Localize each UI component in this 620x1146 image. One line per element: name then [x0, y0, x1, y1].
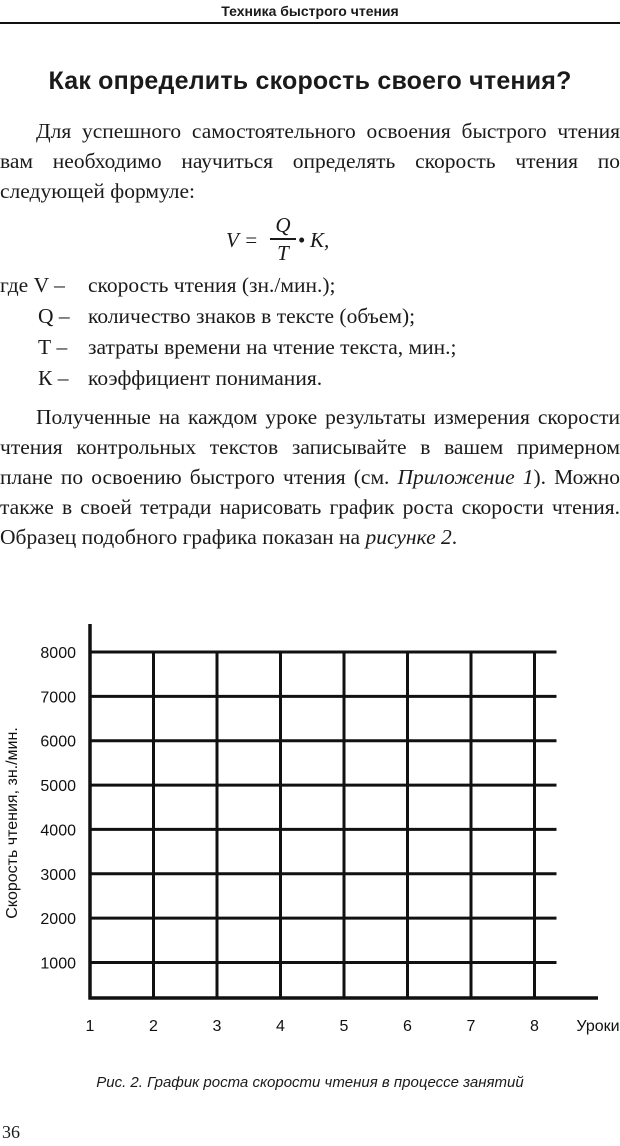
x-tick-label: 1: [85, 1018, 95, 1035]
intro-text: Для успешного самостоятельного освоения быстрого чтения вам необходимо научиться определять скорость чтения по следующей формуле:: [0, 119, 620, 203]
x-tick-label: 2: [149, 1018, 158, 1035]
intro-paragraph: [0, 116, 620, 206]
y-tick-label: 8000: [40, 645, 76, 662]
y-tick-label: 7000: [40, 689, 76, 707]
para2-text-2: ). Можно также в своей тетради нарисовать график роста скорости чтения. Образец подобного графика показан на: [0, 465, 620, 549]
definition-desc: коэффициент понимания.: [88, 366, 323, 390]
definition-term: Т –: [38, 335, 68, 359]
chart-svg: [0, 610, 620, 1050]
definition-term: К –: [38, 366, 69, 390]
para2-text-3: .: [451, 525, 458, 549]
y-tick-label: 6000: [40, 733, 76, 751]
x-tick-label: 7: [466, 1018, 476, 1035]
definition-item: [0, 332, 620, 363]
formula-fraction: [270, 214, 296, 264]
speed-formula: [0, 214, 620, 270]
fraction-bar: [270, 238, 296, 240]
formula-denominator: T: [277, 240, 289, 265]
formula-multiply-dot: •: [298, 228, 306, 252]
y-tick-label: 1000: [40, 955, 76, 973]
definition-item: [0, 301, 620, 332]
formula-k: К,: [310, 228, 330, 252]
section-title: Как определить скорость своего чтения?: [48, 67, 572, 95]
appendix-reference: Приложение 1: [397, 465, 534, 489]
y-tick-label: 5000: [40, 778, 76, 796]
formula-equals: =: [244, 228, 259, 252]
figure-reference: рисунке 2: [365, 525, 452, 549]
x-tick-label: 8: [530, 1018, 539, 1035]
x-axis-label: Уроки: [576, 1018, 620, 1035]
y-tick-label: 2000: [40, 911, 76, 929]
x-tick-label: 5: [339, 1018, 349, 1035]
page-number: 36: [2, 1122, 20, 1142]
definition-term: Q –: [38, 304, 70, 328]
reading-speed-chart: [0, 610, 620, 1050]
formula-numerator: Q: [275, 213, 291, 237]
definition-item: [0, 363, 620, 394]
y-tick-label: 3000: [40, 866, 76, 884]
y-tick-label: 4000: [40, 822, 76, 840]
figure-caption: Рис. 2. График роста скорости чтения в процессе занятий: [96, 1074, 524, 1091]
x-tick-label: 4: [276, 1018, 285, 1035]
x-tick-label: 3: [212, 1018, 222, 1035]
definition-term: где V –: [0, 273, 65, 297]
definition-item: [0, 270, 620, 301]
para2-text-1: Полученные на каждом уроке результаты измерения скорости чтения контрольных текстов записывайте в вашем примерном плане по освоению быстрого чтения (см.: [0, 405, 620, 489]
y-axis-label: Скорость чтения, зн./мин.: [4, 727, 21, 919]
x-tick-label: 6: [403, 1018, 412, 1035]
body-paragraph: [0, 402, 620, 552]
formula-v: V: [226, 228, 239, 252]
definition-list: [0, 270, 620, 394]
definition-desc: затраты времени на чтение текста, мин.;: [88, 335, 457, 359]
definition-desc: количество знаков в тексте (объем);: [88, 304, 416, 328]
running-head: Техника быстрого чтения: [0, 0, 620, 24]
definition-desc: скорость чтения (зн./мин.);: [88, 273, 336, 297]
